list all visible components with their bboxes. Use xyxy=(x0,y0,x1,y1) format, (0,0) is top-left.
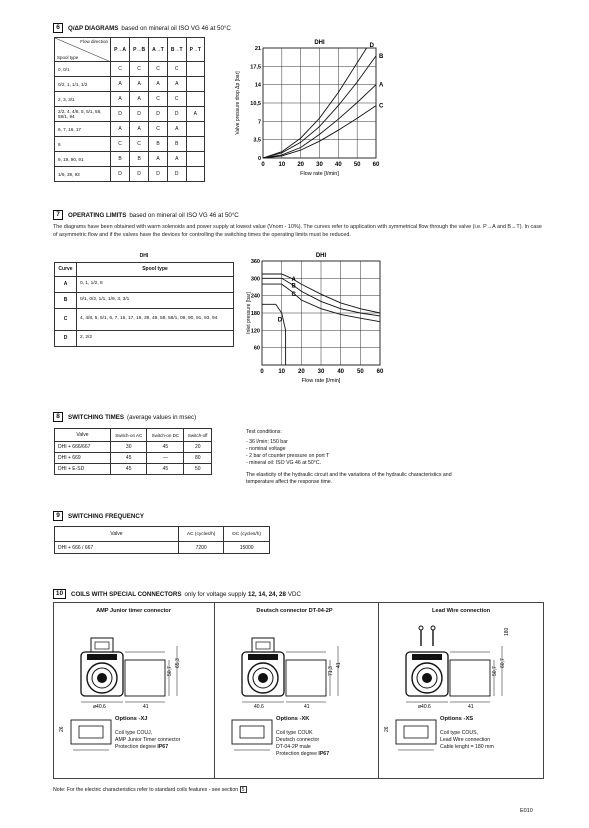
table-cell: 2, 3, 3/1 xyxy=(55,92,111,107)
y-axis-label: Inlet pressure [bar] xyxy=(246,292,252,334)
test-conditions xyxy=(246,429,476,486)
option-line xyxy=(276,737,372,744)
table-cell: D xyxy=(130,107,149,122)
condition-item: - nominal voltage xyxy=(246,446,286,452)
y-tick-label: 21 xyxy=(254,46,261,52)
dimension-label: 26 xyxy=(59,726,65,732)
y-axis-label: Valve pressure drop Δp [bar] xyxy=(235,71,241,135)
table-row xyxy=(55,308,234,330)
table-cell: 0, 0/1 xyxy=(55,62,111,77)
table-row xyxy=(55,122,205,137)
table-cell: A xyxy=(149,152,168,167)
curve-cell: C xyxy=(55,308,77,330)
section-title: COILS WITH SPECIAL CONNECTORS xyxy=(71,590,182,598)
series-label: D xyxy=(277,317,283,324)
spool-cell: 0, 1, 1/2, 8 xyxy=(77,276,234,292)
curve-cell: B xyxy=(55,292,77,308)
table-cell: A xyxy=(111,92,130,107)
coil-drawing xyxy=(384,616,538,776)
switching-times-table xyxy=(54,428,212,475)
option-line-text: Protection degree xyxy=(276,751,319,757)
table-row xyxy=(55,276,234,292)
dimension-label: 40.6 xyxy=(254,704,264,710)
section-7-header xyxy=(53,210,239,220)
table-cell: 6, 7, 16, 17 xyxy=(55,122,111,137)
chart-title: DHI xyxy=(314,40,325,46)
table-cell xyxy=(186,77,204,92)
x-tick-label: 60 xyxy=(372,162,380,168)
table-cell xyxy=(186,137,204,152)
x-tick-label: 10 xyxy=(278,369,286,375)
spool-cell: 4, 4/8, 5, 5/1, 6, 7, 16, 17, 19, 39, 49, 58, 58/1, 09, 90, 91, 93, 94 xyxy=(77,308,234,330)
table-cell: 45 xyxy=(147,442,184,453)
table-cell xyxy=(186,152,204,167)
table-cell: 50 xyxy=(184,464,212,475)
section-number: 8 xyxy=(53,412,63,422)
x-tick-label: 40 xyxy=(334,162,342,168)
col-header: A→T xyxy=(149,38,168,62)
table-cell: C xyxy=(149,122,168,137)
table-cell: C xyxy=(130,137,149,152)
option-line-text: Cable lenght = 180 mm xyxy=(440,744,494,750)
table-cell: D xyxy=(111,167,130,182)
section-9-header xyxy=(53,511,144,521)
table-cell: 2/2, 4, 4/8, 5, 5/1, 58, 58/1, 94 xyxy=(55,107,111,122)
x-tick-label: 30 xyxy=(317,369,325,375)
table-cell: 15000 xyxy=(224,542,270,554)
page-code: E010 xyxy=(520,808,533,814)
table-row xyxy=(55,453,212,464)
section-title: SWITCHING TIMES xyxy=(68,413,125,421)
table-title: DHI xyxy=(139,253,149,260)
x-axis-label: Flow rate [l/min] xyxy=(300,171,339,177)
section-8-header xyxy=(53,412,196,422)
option-line xyxy=(276,751,372,758)
option-line-text: Lead Wire connection xyxy=(440,737,491,743)
y-tick-label: 10,5 xyxy=(250,101,261,107)
option-line xyxy=(115,730,211,737)
section-subtitle: based on mineral oil ISO VG 46 at 50°C xyxy=(129,211,239,219)
table-cell: B xyxy=(149,137,168,152)
footer-note-text: Note: For the electric characteristics refer to standard coils features - see section xyxy=(53,787,240,793)
series-label: A xyxy=(379,82,384,89)
section-10-header xyxy=(53,589,301,599)
table-cell: 0/2, 1, 1/1, 1/2 xyxy=(55,77,111,92)
x-tick-label: 30 xyxy=(316,162,323,168)
x-tick-label: 60 xyxy=(376,369,384,375)
table-cell: C xyxy=(111,62,130,77)
panel-title: AMP Junior timer connector xyxy=(96,608,171,614)
table-cell: DHI + 666/667 xyxy=(55,442,111,453)
option-line xyxy=(440,744,536,751)
table-row xyxy=(55,62,205,77)
section-6-header xyxy=(53,23,231,33)
section-title: Q/ΔP DIAGRAMS xyxy=(68,24,119,32)
y-tick-label: 14 xyxy=(254,82,261,89)
protection-degree: IP67 xyxy=(157,744,169,750)
option-line xyxy=(115,737,211,744)
table-cell xyxy=(186,92,204,107)
dimension-label: 180 xyxy=(504,627,510,636)
option-line xyxy=(440,730,536,737)
section-number: 10 xyxy=(53,589,66,599)
spool-cell: 2, 2/2 xyxy=(77,330,234,346)
x-tick-label: 20 xyxy=(297,162,305,168)
table-cell: C xyxy=(167,92,186,107)
col-header: Switch-on DC xyxy=(147,429,184,442)
test-conditions-title: Test conditions: xyxy=(246,429,282,435)
table-cell: A xyxy=(167,152,186,167)
curve-cell: A xyxy=(55,276,77,292)
table-cell: 9, 19, 90, 91 xyxy=(55,152,111,167)
y-tick-label: 3,5 xyxy=(253,137,261,144)
option-block xyxy=(276,716,372,758)
option-line-text: Protection degree xyxy=(115,744,158,750)
table-cell: C xyxy=(149,92,168,107)
table-cell: B xyxy=(111,152,130,167)
table-cell xyxy=(186,62,204,77)
table-cell: D xyxy=(167,167,186,182)
series-label: A xyxy=(291,277,296,284)
table-row xyxy=(55,92,205,107)
voltage-values: 12, 14, 24, 28 xyxy=(248,590,286,598)
y-tick-label: 360 xyxy=(250,259,260,265)
series-label: D xyxy=(369,43,374,49)
table-cell: B xyxy=(130,152,149,167)
col-header: DC (cycles/h) xyxy=(224,527,270,542)
table-cell: 20 xyxy=(184,442,212,453)
option-block xyxy=(115,716,211,751)
series-label: B xyxy=(379,53,384,60)
diag-header-cell xyxy=(55,38,111,62)
table-row xyxy=(55,77,205,92)
table-cell: C xyxy=(149,62,168,77)
table-cell: D xyxy=(111,107,130,122)
footer-note xyxy=(53,786,247,794)
section-subtitle-pre: only for voltage supply xyxy=(184,590,247,598)
option-line-text: DT-04-2P male xyxy=(276,744,311,750)
response-note: The elasticity of the hydraulic circuit and the variations of the hydraulic characteristics and temperature affect the response time. xyxy=(246,472,452,485)
section-subtitle: based on mineral oil ISO VG 46 at 50°C xyxy=(121,24,231,32)
table-cell: A xyxy=(186,107,204,122)
table-cell: A xyxy=(167,77,186,92)
table-cell: 8 xyxy=(55,137,111,152)
option-line-text: Deutsch connector xyxy=(276,737,320,743)
table-row xyxy=(55,464,212,475)
table-cell: 45 xyxy=(111,464,147,475)
series-label: C xyxy=(379,103,384,110)
spool-type-label: Spool type xyxy=(57,55,79,60)
flow-direction-label: Flow direction xyxy=(80,39,108,44)
table-row xyxy=(55,152,205,167)
table-cell: A xyxy=(111,77,130,92)
dimension-label: ø40.6 xyxy=(93,704,106,710)
dimension-label: 50,7 xyxy=(167,666,173,676)
x-tick-label: 40 xyxy=(337,369,345,375)
y-tick-label: 7 xyxy=(257,119,261,126)
col-header: P→B xyxy=(130,38,149,62)
dimension-label: 41 xyxy=(143,704,149,710)
table-cell: A xyxy=(130,92,149,107)
table-cell: D xyxy=(149,167,168,182)
table-cell: A xyxy=(149,77,168,92)
table-cell: A xyxy=(130,77,149,92)
col-header: B→T xyxy=(167,38,186,62)
y-tick-label: 17,5 xyxy=(250,64,261,71)
table-cell: — xyxy=(147,453,184,464)
x-tick-label: 10 xyxy=(278,162,286,168)
table-cell: DHI + E-SD xyxy=(55,464,111,475)
dimension-label: 41 xyxy=(336,662,342,668)
option-line-text: Coil type COUJ, xyxy=(115,730,153,736)
condition-item: - mineral oil: ISO VG 46 at 50°C. xyxy=(246,460,322,466)
spool-cell: 0/1, 0/2, 1/1, 1/9, 3, 3/1 xyxy=(77,292,234,308)
col-header: Valve xyxy=(55,527,179,542)
table-row xyxy=(55,442,212,453)
y-tick-label: 120 xyxy=(250,328,260,335)
col-header: Switch-off xyxy=(184,429,212,442)
y-tick-label: 180 xyxy=(250,311,260,317)
condition-item: - 2 bar of counter pressure on port T xyxy=(246,453,330,459)
option-block xyxy=(440,716,536,751)
dimension-label: 71,3 xyxy=(328,666,334,676)
spool-flow-table xyxy=(54,37,205,182)
coil-drawing xyxy=(59,616,213,776)
table-row xyxy=(55,330,234,346)
table-cell: D xyxy=(130,167,149,182)
x-tick-label: 20 xyxy=(297,369,305,375)
table-cell: 45 xyxy=(147,464,184,475)
divider xyxy=(378,602,379,779)
section-subtitle: (average values in msec) xyxy=(127,413,197,421)
col-header: Switch-on AC xyxy=(111,429,147,442)
option-line-text: Coil type COUK xyxy=(276,730,313,736)
table-row xyxy=(55,107,205,122)
series-label: B xyxy=(291,283,296,290)
dimension-label: 65,3 xyxy=(175,658,181,668)
section-ref: 5 xyxy=(240,786,247,793)
curve-cell: D xyxy=(55,330,77,346)
voltage-unit: VDC xyxy=(287,590,301,598)
table-cell: 1/9, 39, 93 xyxy=(55,167,111,182)
table-cell: C xyxy=(167,62,186,77)
col-header: P→A xyxy=(111,38,130,62)
table-cell xyxy=(186,167,204,182)
option-title: Options -XS xyxy=(440,716,474,722)
section-title: SWITCHING FREQUENCY xyxy=(68,512,144,520)
table-cell: C xyxy=(130,62,149,77)
table-cell: C xyxy=(111,137,130,152)
table-cell: DHI + 669 xyxy=(55,453,111,464)
y-tick-label: 60 xyxy=(253,345,260,352)
table-cell xyxy=(186,122,204,137)
table-cell: D xyxy=(167,107,186,122)
table-cell: D xyxy=(149,107,168,122)
table-cell: A xyxy=(111,122,130,137)
series-line-D xyxy=(262,304,286,365)
option-line xyxy=(276,744,372,751)
table-cell: 80 xyxy=(184,453,212,464)
table-cell: A xyxy=(130,122,149,137)
y-tick-label: 0 xyxy=(257,156,261,162)
col-header: P→T xyxy=(186,38,204,62)
qdp-chart xyxy=(225,32,395,192)
x-tick-label: 50 xyxy=(356,369,364,375)
option-title: Options -XJ xyxy=(115,716,148,722)
col-header: AC (cycles/h) xyxy=(179,527,224,542)
dimension-label: 41 xyxy=(468,704,474,710)
table-row xyxy=(55,137,205,152)
x-axis-label: Flow rate [l/min] xyxy=(301,378,341,384)
panel-title: Deutsch connector DT-04-2P xyxy=(256,608,333,614)
dimension-label: ø40.6 xyxy=(418,704,431,710)
table-cell: DHI + 666 / 667 xyxy=(55,542,179,554)
section-title: OPERATING LIMITS xyxy=(68,211,127,219)
table-cell: 7200 xyxy=(179,542,224,554)
x-tick-label: 0 xyxy=(261,162,265,168)
table-cell: A xyxy=(167,122,186,137)
panel-title: Lead Wire connection xyxy=(431,608,491,614)
x-tick-label: 0 xyxy=(260,369,264,375)
col-header: Valve xyxy=(55,429,111,442)
option-line xyxy=(115,744,211,751)
section-number: 6 xyxy=(53,23,63,33)
option-line xyxy=(440,737,536,744)
table-cell: 45 xyxy=(111,453,147,464)
operating-limits-text: The diagrams have been obtained with warm solenoids and power supply at lowest value (Vnom - 10%). The curves refer to application with symmetrical flow through the valve (i.e. P→A and B→T). In case of asymmetric flow and if the valves have the devices for controlling the switching times the operating limits must be reduced. xyxy=(53,224,542,238)
curve-header: Curve xyxy=(55,262,77,276)
series-label: C xyxy=(291,292,296,299)
switching-frequency-table xyxy=(54,526,270,554)
option-line-text: Coil type COUS, xyxy=(440,730,479,736)
section-number: 9 xyxy=(53,511,63,521)
dimension-label: 41 xyxy=(304,704,310,710)
y-tick-label: 240 xyxy=(250,293,260,300)
table-cell: 30 xyxy=(111,442,147,453)
chart-title: DHI xyxy=(315,253,327,259)
option-line-text: AMP Junior Timer connector xyxy=(115,737,181,743)
x-tick-label: 50 xyxy=(353,162,361,168)
section-number: 7 xyxy=(53,210,63,220)
table-cell: B xyxy=(167,137,186,152)
operating-limits-chart xyxy=(240,245,400,405)
protection-degree: IP67 xyxy=(318,751,330,757)
option-title: Options -XK xyxy=(276,716,310,722)
condition-item: - 36 l/min; 150 bar xyxy=(246,439,288,445)
y-tick-label: 300 xyxy=(250,276,260,283)
divider xyxy=(214,602,215,779)
dimension-label: 60,7 xyxy=(500,658,506,668)
spool-header: Spool type xyxy=(77,262,234,276)
option-line xyxy=(276,730,372,737)
table-row xyxy=(55,167,205,182)
curve-spool-table xyxy=(54,251,234,347)
table-row xyxy=(55,292,234,308)
dimension-label: 26 xyxy=(384,726,390,732)
dimension-label: 50,7 xyxy=(492,666,498,676)
